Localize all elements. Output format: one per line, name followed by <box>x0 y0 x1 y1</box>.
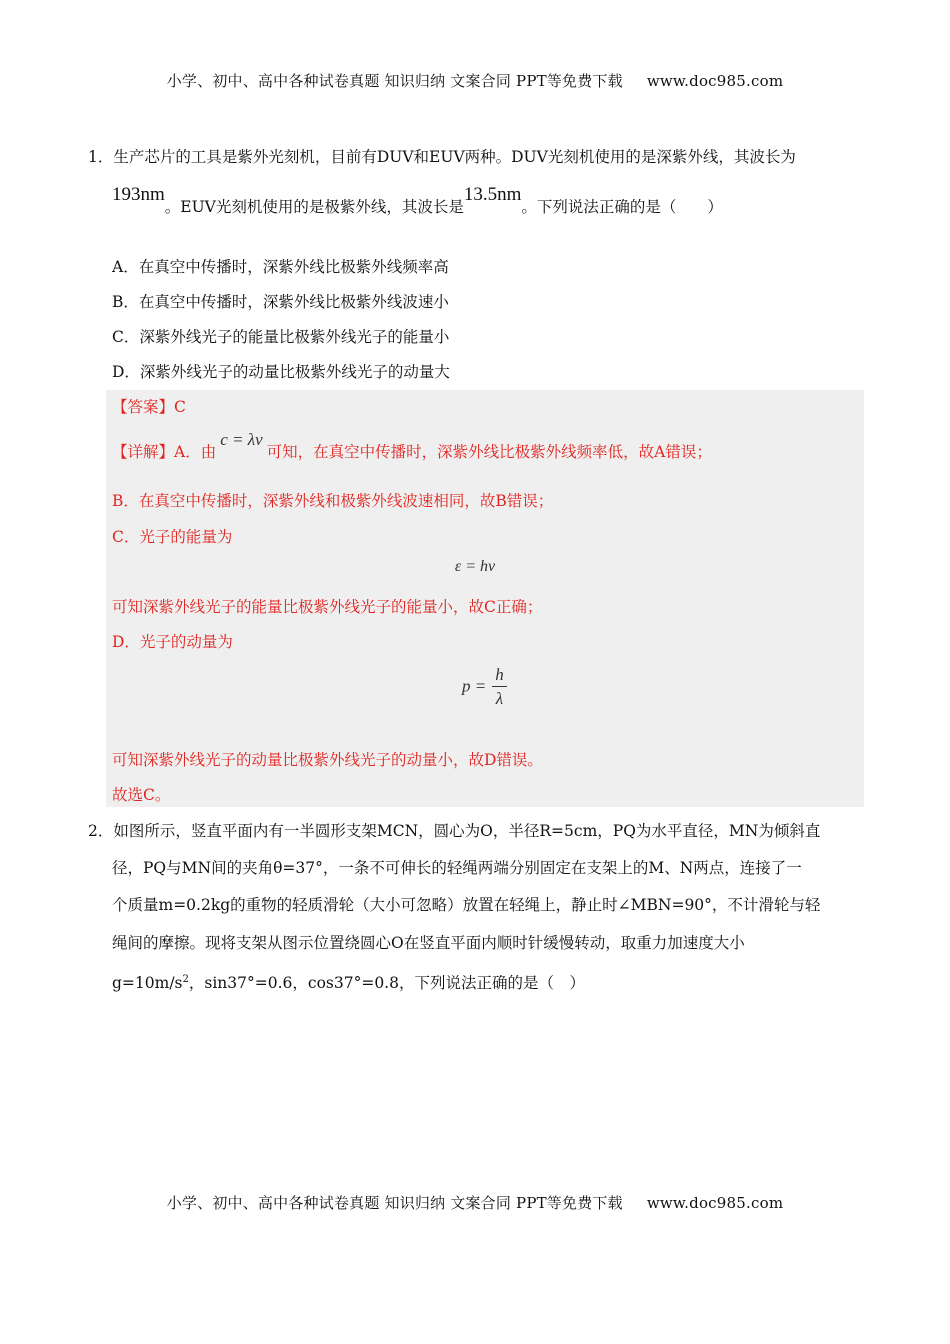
page-footer <box>0 1192 950 1213</box>
question-1-number: 1． <box>88 148 114 166</box>
question-2-line-1 <box>88 820 868 842</box>
detail-c: C．光子的能量为 <box>112 528 233 546</box>
answer-label: 【答案】 <box>112 398 175 416</box>
detail-a-pre: A．由 <box>174 443 217 461</box>
detail-a-line <box>112 430 712 463</box>
footer-site-link[interactable]: www.doc985.com <box>646 1194 784 1212</box>
detail-label: 【详解】 <box>112 443 175 461</box>
final-choice: 故选C。 <box>112 786 171 804</box>
header-site-link[interactable]: www.doc985.com <box>646 72 784 90</box>
euv-wavelength: 13.5nm <box>463 184 522 205</box>
question-2-text-1: 如图所示，竖直平面内有一半圆形支架MCN，圆心为O，半径R=5cm，PQ为水平直径，MN为倾斜直 <box>113 822 821 840</box>
question-2-line-3: 个质量m=0.2kg的重物的轻质滑轮（大小可忽略）放置在轻绳上，静止时∠MBN=90°，不计滑轮与轻 <box>112 896 821 914</box>
answer-line <box>112 396 186 418</box>
formula-c-lambda-nu: c = λν <box>220 430 263 449</box>
gravity-exponent: 2 <box>182 974 189 985</box>
momentum-fraction <box>492 664 507 711</box>
option-b[interactable]: B．在真空中传播时，深紫外线比极紫外线波速小 <box>112 293 449 311</box>
question-1-stem-2: 。EUV光刻机使用的是极紫外线，其波长是 <box>164 198 464 216</box>
question-2-text-5: ，sin37°=0.6，cos37°=0.8，下列说法正确的是（ ） <box>188 974 585 993</box>
energy-equation: ε = hν <box>454 558 496 575</box>
fraction-numerator: h <box>492 664 507 687</box>
option-d[interactable]: D．深紫外线光子的动量比极紫外线光子的动量大 <box>112 363 450 381</box>
header-text: 小学、初中、高中各种试卷真题 知识归纳 文案合同 PPT等免费下载 <box>166 72 623 90</box>
detail-a-post: 可知，在真空中传播时，深紫外线比极紫外线频率低，故A错误； <box>266 443 712 461</box>
question-2-number: 2． <box>88 822 114 840</box>
duv-wavelength: 193nm <box>112 184 165 205</box>
page-header <box>0 70 950 91</box>
footer-text: 小学、初中、高中各种试卷真题 知识归纳 文案合同 PPT等免费下载 <box>166 1194 623 1212</box>
question-1-line-1 <box>88 146 868 168</box>
option-a[interactable]: A．在真空中传播时，深紫外线比极紫外线频率高 <box>112 258 449 276</box>
answer-value: C <box>174 398 186 416</box>
question-1-stem-3: 。下列说法正确的是（ ） <box>521 198 723 216</box>
option-c[interactable]: C．深紫外线光子的能量比极紫外线光子的能量小 <box>112 328 450 346</box>
question-1-line-2 <box>112 184 892 218</box>
fraction-denominator: λ <box>495 689 504 708</box>
momentum-equation <box>462 664 507 711</box>
question-2-line-2: 径，PQ与MN间的夹角θ=37°，一条不可伸长的轻绳两端分别固定在支架上的M、N两点，连接了一 <box>112 859 802 877</box>
question-2-line-5 <box>112 969 892 994</box>
gravity-value: g=10m/s <box>112 974 183 993</box>
question-2-line-4: 绳间的摩擦。现将支架从图示位置绕圆心O在竖直平面内顺时针缓慢转动，取重力加速度大小 <box>112 934 745 952</box>
detail-c-conclusion: 可知深紫外线光子的能量比极紫外线光子的能量小，故C正确； <box>112 598 543 616</box>
question-1-stem-1: 生产芯片的工具是紫外光刻机，目前有DUV和EUV两种。DUV光刻机使用的是深紫外线，其波长为 <box>113 148 796 166</box>
momentum-lhs: p = <box>462 676 487 696</box>
detail-d-conclusion: 可知深紫外线光子的动量比极紫外线光子的动量小，故D错误。 <box>112 751 543 769</box>
detail-b: B．在真空中传播时，深紫外线和极紫外线波速相同，故B错误； <box>112 492 554 510</box>
detail-d: D．光子的动量为 <box>112 633 233 651</box>
